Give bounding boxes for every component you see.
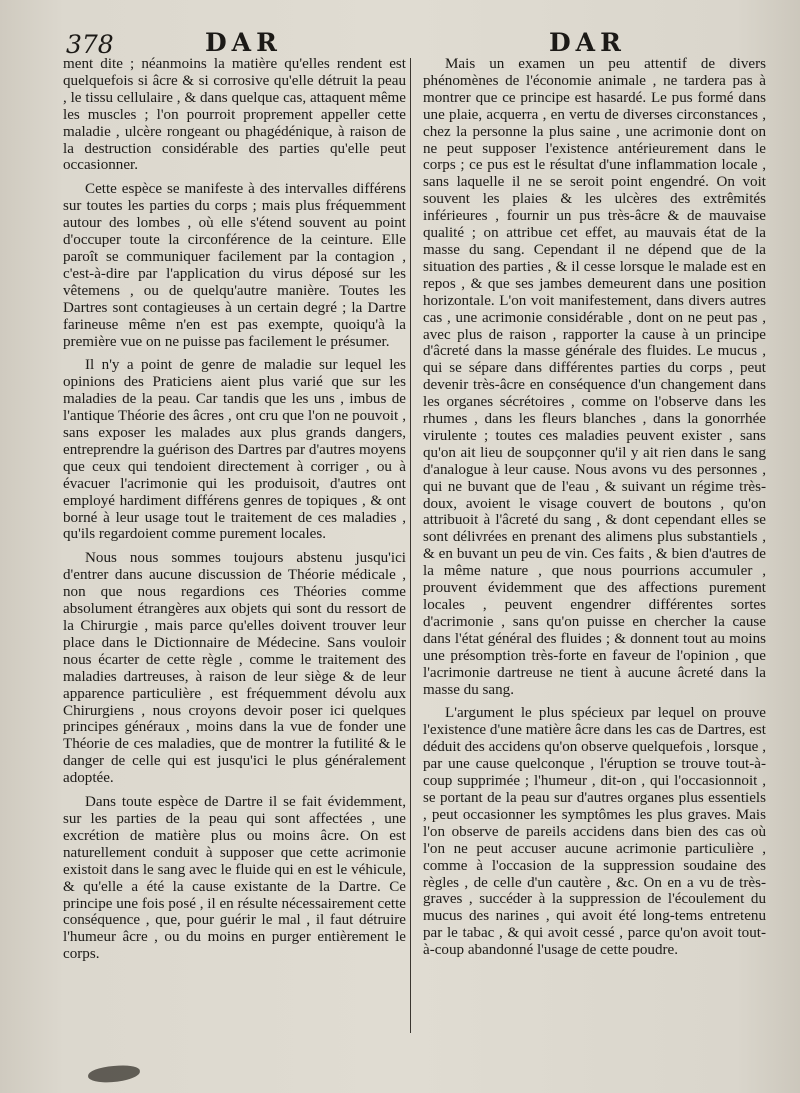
ink-blot	[88, 1064, 141, 1084]
paragraph: Dans toute espèce de Dartre il se fait évidemment, sur les parties de la peau qui sont affectées , une excrétion de matière plus ou moins âcre. On est naturellement conduit à supposer que cette acrimonie existoit dans le sang avec le fluide qui en est le véhicule, & qu'elle a été la cause existante de la Dartre. Ce principe une fois posé , il en résulte nécessairement cette conséquence , que, pour guérir le mal , il faut détruire l'humeur âcre , ou du moins en purger entièrement le corps.	[63, 794, 406, 963]
running-head-left: DAR	[205, 28, 282, 57]
paragraph: ment dite ; néanmoins la matière qu'elles rendent est quelquefois si âcre & si corrosive qu'elle détruit la peau , le tissu cellulaire , & dans quelque cas, attaquent même les muscles ; l'on pourroit proprement appeller cette maladie , ulcère rongeant ou phagédénique, à raison de la destruction considérable des parties qu'elle peut occasionner.	[63, 56, 406, 174]
paragraph: Il n'y a point de genre de maladie sur lequel les opinions des Praticiens aient plus varié que sur les maladies de la peau. Car tandis que les uns , imbus de l'antique Théorie des âcres , ont cru que l'on ne pouvoit , sans exposer les malades aux plus grands dangers, entreprendre la guérison des Dartres par d'autres moyens que ceux qui tendoient directement à corriger , ou à évacuer l'acrimonie qui les produisoit, d'autres ont employé hardiment différens genres de topiques , & ont borné à leur usage tout le traitement de ces maladies , qu'ils regardoient comme purement locales.	[63, 357, 406, 543]
paragraph: L'argument le plus spécieux par lequel on prouve l'existence d'une matière âcre dans les cas de Dartres, est déduit des accidens qu'on observe quelquefois , lorsque , par une cause quelconque , l'éruption se trouve tout-à-coup supprimée ; l'humeur , dit-on , qui l'occasionnoit , se portant de la peau sur d'autres organes plus essentiels , peut occasionner les symptômes les plus graves. Mais l'on observe de pareils accidens dans bien des cas où l'on ne peut accuser aucune acrimonie particulière , comme à l'occasion de la suppression soudaine des règles , de celle d'un cautère , &c. On en a vu de très-graves , succéder à la suppression de l'écoulement du mucus des narines , qui avoit été long-tems entretenu par le tabac , & qui avoit cessé , parce qu'on avoit tout-à-coup abandonné l'usage de cette poudre.	[423, 705, 766, 959]
page-header	[0, 28, 800, 58]
running-head-right: DAR	[549, 28, 626, 57]
page-number: 378	[66, 30, 114, 59]
column-divider	[410, 58, 411, 1033]
right-column	[423, 56, 766, 966]
left-column	[63, 56, 406, 970]
paragraph: Mais un examen un peu attentif de divers phénomènes de l'économie animale , ne tardera pas à montrer que ce principe est hasardé. Le pus formé dans une plaie, acquerra , en vertu de diverses circonstances , chez la personne la plus saine , une acrimonie dont on ne peut supposer l'existence antérieurement dans le corps ; ce pus est le résultat d'une inflammation locale , sans laquelle il ne se seroit point engendré. On voit souvent les plaies & les ulcères des extrêmités inférieures , fournir un pus très-âcre & de mauvaise qualité ; on attribue cet effet, au mauvais état de la masse du sang. Cependant il ne dépend que de la situation des parties , & il cesse lorsque le malade est en repos , & que ses jambes demeurent dans une position horizontale. L'on voit manifestement, dans divers autres cas , une acrimonie considérable , dont on ne peut pas , avec plus de raison , rapporter la cause à un principe d'âcreté dans la masse générale des fluides. Le mucus , qui se sépare dans différentes parties du corps , peut devenir très-âcre en conséquence d'un changement dans les organes sécrétoires , comme on l'observe dans les rhumes , dans les fleurs blanches , dans la gonorrhée virulente ; toutes ces maladies peuvent exister , sans qu'on ait lieu de soupçonner qu'il y ait rien dans le sang d'analogue à leur cause. Nous avons vu des personnes , qui ne buvant que de l'eau , & suivant un régime très-doux, avoient le visage couvert de boutons , qu'on attribuoit à l'âcreté du sang , & dont cependant elles se sont délivrées en prenant des alimens plus substantiels , & en buvant un peu de vin. Ces faits , & bien d'autres de la même nature , que nous pourrions accumuler , prouvent évidemment que des affections purement locales , peuvent engendrer différentes sortes d'acrimonie , sans qu'on puisse en chercher la cause dans l'état général des fluides ; & donnent tout au moins une présomption très-forte en faveur de l'opinion , que l'acrimonie dartreuse ne tient à aucune âcreté dans la masse du sang.	[423, 56, 766, 698]
paragraph: Cette espèce se manifeste à des intervalles différens sur toutes les parties du corps ; mais plus fréquemment autour des lombes , où elle s'étend souvent au point d'occuper toute la circonférence de la ceinture. Elle paroît se communiquer facilement par la contagion , c'est-à-dire par l'application du virus déposé sur les vêtemens , ou de quelqu'autre manière. Toutes les Dartres sont contagieuses à un certain degré ; la Dartre farineuse même n'en est pas exempte, quoiqu'à la première vue on ne puisse pas facilement le présumer.	[63, 181, 406, 350]
paragraph: Nous nous sommes toujours abstenu jusqu'ici d'entrer dans aucune discussion de Théorie médicale , non que nous regardions ces Théories comme absolument étrangères aux objets qui sont du ressort de la Chirurgie , mais parce qu'elles doivent trouver leur place dans le Dictionnaire de Médecine. Sans vouloir nous écarter de cette règle , comme le traitement des maladies dartreuses, à raison de leur siège & de leur apparence particulière , est fréquemment dévolu aux Chirurgiens , nous croyons devoir poser ici quelques principes généraux , moins dans la vue de fonder une Théorie de ces maladies, que de montrer la futilité & le danger de celle qui est jusqu'ici le plus généralement adoptée.	[63, 550, 406, 787]
